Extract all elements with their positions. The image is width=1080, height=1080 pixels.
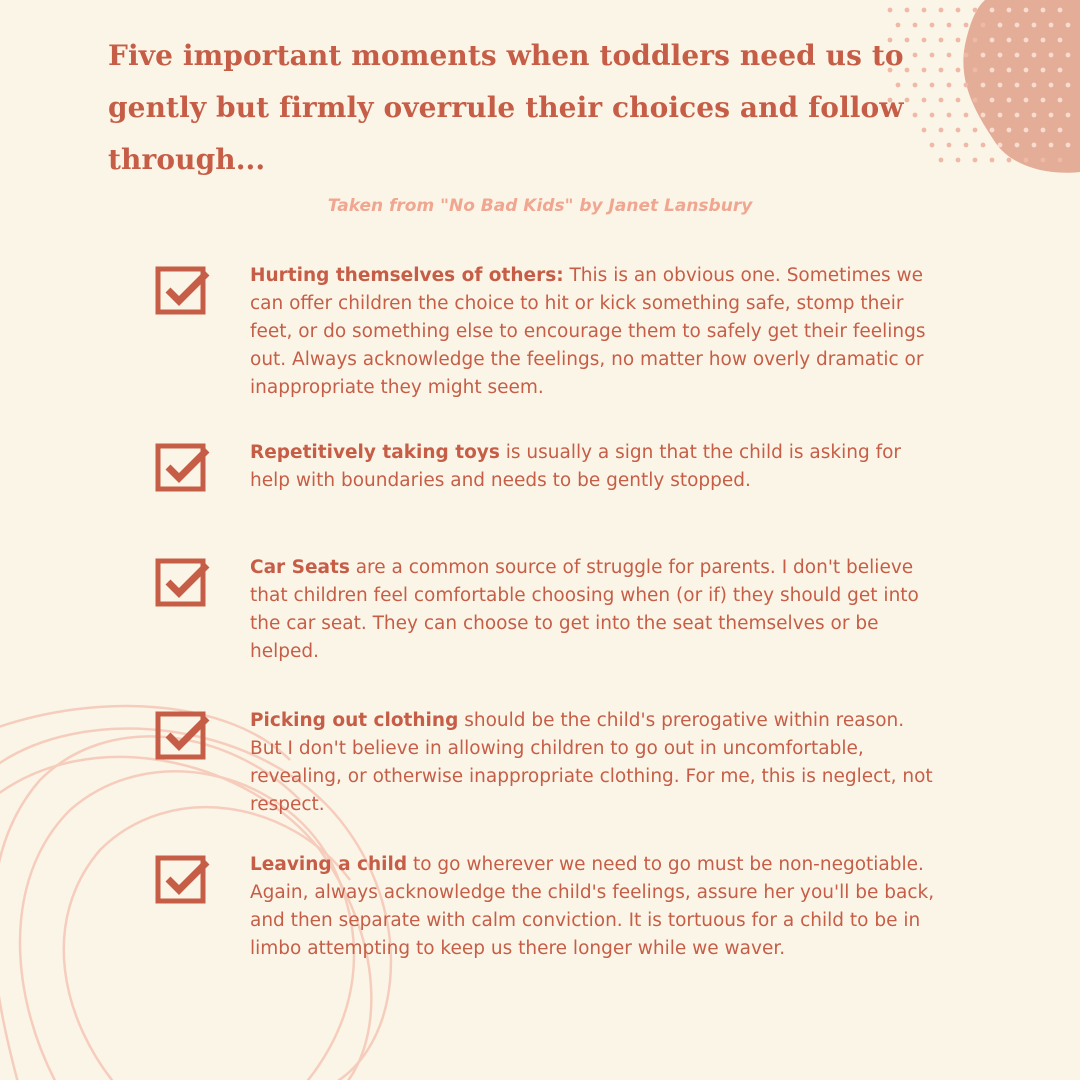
decor-dot [1066,53,1071,58]
decor-dot [1032,113,1037,118]
decor-dot [998,83,1003,88]
list-item-body: are a common source of struggle for parents. I don't believe that children feel comfortable choosing when (or if) they should get into the car seat. They can choose to get into the seat themselves or be helped. [250,557,919,662]
decor-dot [939,98,944,103]
decor-dot [1049,83,1054,88]
decor-dot [1024,68,1029,73]
decor-dot [1049,23,1054,28]
list-item-lead: Hurting themselves of others: [250,265,564,286]
decor-dot [973,68,978,73]
decor-dot [1007,8,1012,13]
decor-dot [1007,68,1012,73]
decor-dot [998,23,1003,28]
decor-dot [1015,23,1020,28]
decor-dot [1024,158,1029,163]
checked-box-icon [155,556,211,608]
decor-dot [1041,68,1046,73]
list-item-text [250,439,935,495]
decor-dot [1007,128,1012,133]
list-item-text [250,554,935,666]
decor-dot [973,98,978,103]
decor-dot [939,8,944,13]
decor-dot [964,83,969,88]
page-title: Five important moments when toddlers need us to gently but firmly overrule their choices and follow through... [108,39,904,176]
decor-dot [1024,128,1029,133]
decor-dot [1007,38,1012,43]
decor-dot [1041,128,1046,133]
decor-dot [947,53,952,58]
decor-dot [973,158,978,163]
decor-dot [888,8,893,13]
list-item-text [250,707,935,819]
decor-dot [956,8,961,13]
decor-dot [1032,53,1037,58]
decor-dot [1007,158,1012,163]
decor-dot [1015,83,1020,88]
decor-dot [1041,8,1046,13]
decor-dot [990,68,995,73]
source-attribution: Taken from "No Bad Kids" by Janet Lansbury [327,196,753,216]
decor-dot [1015,113,1020,118]
decor-dot [998,53,1003,58]
decor-dot [1041,158,1046,163]
list-item-lead: Car Seats [250,557,350,578]
decor-dot [998,113,1003,118]
checked-box-icon [155,264,211,316]
decor-dot [956,98,961,103]
decor-dot [981,143,986,148]
list-item-lead: Picking out clothing [250,710,459,731]
decor-dot [1007,98,1012,103]
decor-dot [930,23,935,28]
decor-dot [956,128,961,133]
decor-dot [981,113,986,118]
decor-dot [905,8,910,13]
decor-dot [990,8,995,13]
decor-dot [1049,143,1054,148]
decor-dot [990,158,995,163]
decor-dot [1024,8,1029,13]
decor-dot [1058,8,1063,13]
decor-dot [947,113,952,118]
decor-dot [1066,83,1071,88]
decor-dot [939,38,944,43]
decor-dot [1058,158,1063,163]
decor-dot [964,53,969,58]
decor-dot [1041,38,1046,43]
decor-dot [1032,143,1037,148]
decor-dot [973,38,978,43]
decor-dot [1049,113,1054,118]
decor-dot [1058,68,1063,73]
decor-dot [947,143,952,148]
decor-dot [964,113,969,118]
decor-dot [1058,98,1063,103]
list-item-text [250,851,935,963]
decor-dot [1066,23,1071,28]
decor-dot [1015,143,1020,148]
checked-box-icon [155,441,211,493]
decor-dot [990,128,995,133]
decor-dot [939,158,944,163]
decor-dot [947,23,952,28]
list-item-text [250,262,935,402]
decor-dot [947,83,952,88]
decor-dot [1024,38,1029,43]
decor-dot [1032,23,1037,28]
decor-dot [990,98,995,103]
decor-dot [1066,113,1071,118]
decor-dot [939,68,944,73]
checked-box-icon [155,709,211,761]
decor-dot [981,53,986,58]
decor-dot [956,38,961,43]
list-item-lead: Repetitively taking toys [250,442,500,463]
decor-dot [1066,143,1071,148]
decor-dot [939,128,944,133]
decor-dot [981,83,986,88]
list-item-body: is usually a sign that the child is asking for help with boundaries and needs to be gently stopped. [250,442,902,491]
checked-box-icon [155,853,211,905]
decor-dot [973,128,978,133]
decor-dot [1058,128,1063,133]
decor-dot [981,23,986,28]
decor-dot [1058,38,1063,43]
decor-dot [990,38,995,43]
decor-dot [956,68,961,73]
list-item-body: This is an obvious one. Sometimes we can offer children the choice to hit or kick something safe, stomp their feet, or do something else to encourage them to safely get their feelings out. Always acknowledge the feelings, no matter how overly dramatic or inappropriate they might seem. [250,265,926,398]
decor-dot [1049,53,1054,58]
decor-dot [1024,98,1029,103]
decor-dot [998,143,1003,148]
decor-dot [964,23,969,28]
list-item-body: should be the child's prerogative within reason. But I don't believe in allowing children to go out in uncomfortable, revealing, or otherwise inappropriate clothing. For me, this is neglect, not respect. [250,710,933,815]
decor-dot [964,143,969,148]
list-item-body: to go wherever we need to go must be non-negotiable. Again, always acknowledge the child's feelings, assure her you'll be back, and then separate with calm conviction. It is tortuous for a child to be in limbo attempting to keep us there longer while we waver. [250,854,935,959]
decor-dot [973,8,978,13]
decor-dot [913,23,918,28]
list-item-lead: Leaving a child [250,854,408,875]
decor-dot [956,158,961,163]
decor-dot [922,8,927,13]
decor-dot [1041,98,1046,103]
decor-dot [896,23,901,28]
decor-dot [1015,53,1020,58]
decor-dot [1032,83,1037,88]
